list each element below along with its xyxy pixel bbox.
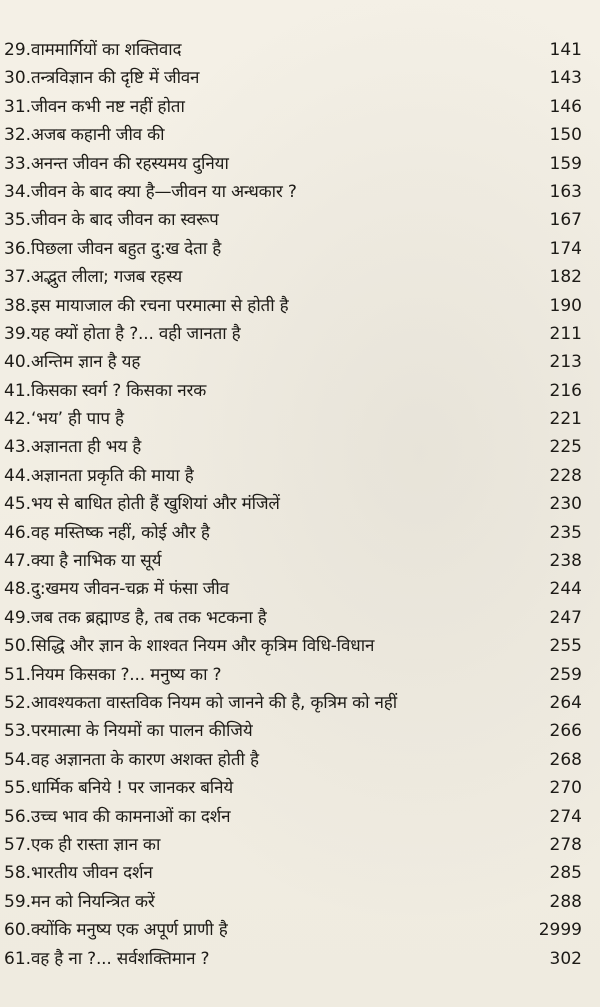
toc-entry-title: वह अज्ञानता के कारण अशक्त होती है <box>31 749 259 770</box>
toc-entry-page-number: 150 <box>549 125 582 146</box>
toc-entry <box>0 575 600 603</box>
toc-entry-title: जब तक ब्रह्माण्ड है, तब तक भटकना है <box>31 607 267 628</box>
toc-entry-page-number: 302 <box>549 948 582 969</box>
toc-entry-title: अजब कहानी जीव की <box>31 125 165 146</box>
toc-entry-page-number: 182 <box>549 267 582 288</box>
toc-entry-number: 50. <box>4 636 32 657</box>
toc-entry-page-number: 213 <box>549 352 582 373</box>
toc-entry-number: 55. <box>4 778 32 799</box>
toc-entry-number: 46. <box>4 522 32 543</box>
toc-entry-number: 47. <box>4 551 32 572</box>
toc-entry-page-number: 225 <box>549 437 582 458</box>
toc-entry-page-number: 174 <box>549 238 582 259</box>
toc-entry-number: 32. <box>4 125 32 146</box>
toc-entry-number: 49. <box>4 607 32 628</box>
toc-entry-title: वाममार्गियों का शक्तिवाद <box>31 40 182 60</box>
toc-entry <box>0 945 600 973</box>
toc-entry-title: वह मस्तिष्क नहीं, कोई और है <box>31 522 210 543</box>
toc-entry <box>0 292 600 320</box>
toc-entry-title: इस मायाजाल की रचना परमात्मा से होती है <box>31 295 289 316</box>
toc-entry-page-number: 159 <box>549 153 582 174</box>
toc-entry-number: 33. <box>4 153 32 174</box>
toc-entry <box>0 689 600 717</box>
toc-entry-number: 44. <box>4 465 32 486</box>
toc-entry-page-number: 228 <box>549 465 582 486</box>
toc-entry-page-number: 2999 <box>538 920 582 941</box>
toc-entry-title: अद्भुत लीला; गजब रहस्य <box>31 267 183 288</box>
toc-entry-number: 54. <box>4 749 32 770</box>
toc-entry-page-number: 216 <box>549 380 582 401</box>
toc-entry-title: किसका स्वर्ग ? किसका नरक <box>31 380 207 401</box>
toc-entry-page-number: 163 <box>549 181 582 202</box>
toc-entry-page-number: 247 <box>549 607 582 628</box>
toc-entry-title: भय से बाधित होती हैं खुशियां और मंजिलें <box>31 494 280 515</box>
toc-entry-title: वह है ना ?... सर्वशक्तिमान ? <box>31 948 210 969</box>
toc-entry <box>0 320 600 348</box>
toc-entry-page-number: 266 <box>549 721 582 742</box>
toc-entry-number: 37. <box>4 267 32 288</box>
toc-entry <box>0 831 600 859</box>
toc-entry <box>0 661 600 689</box>
toc-entry-number: 48. <box>4 579 32 600</box>
toc-entry-page-number: 235 <box>549 522 582 543</box>
toc-entry <box>0 348 600 376</box>
toc-entry-title: अज्ञानता ही भय है <box>31 437 142 458</box>
toc-entry <box>0 746 600 774</box>
toc-entry-page-number: 141 <box>549 40 582 60</box>
toc-entry-title: सिद्धि और ज्ञान के शाश्वत नियम और कृत्रिम विधि-विधान <box>31 636 375 657</box>
toc-entry-page-number: 270 <box>549 778 582 799</box>
toc-entry <box>0 405 600 433</box>
toc-entry-number: 45. <box>4 494 32 515</box>
toc-entry-number: 34. <box>4 181 32 202</box>
toc-entry-number: 61. <box>4 948 32 969</box>
toc-entry-title: नियम किसका ?... मनुष्य का ? <box>31 664 222 685</box>
toc-entry-title: परमात्मा के नियमों का पालन कीजिये <box>31 721 253 742</box>
toc-entry-title: उच्च भाव की कामनाओं का दर्शन <box>31 806 231 827</box>
toc-entry-title: क्या है नाभिक या सूर्य <box>31 551 162 572</box>
toc-entry-page-number: 278 <box>549 834 582 855</box>
toc-entry <box>0 178 600 206</box>
toc-entry-title: धार्मिक बनिये ! पर जानकर बनिये <box>31 778 233 799</box>
toc-entry-page-number: 255 <box>549 636 582 657</box>
toc-entry-number: 43. <box>4 437 32 458</box>
toc-entry-title: दु:खमय जीवन-चक्र में फंसा जीव <box>31 579 229 600</box>
toc-entry-number: 58. <box>4 863 32 884</box>
toc-entry <box>0 547 600 575</box>
toc-entry-number: 39. <box>4 323 32 344</box>
toc-entry <box>0 774 600 802</box>
toc-entry-number: 42. <box>4 409 32 430</box>
toc-entry <box>0 490 600 518</box>
toc-entry-number: 57. <box>4 834 32 855</box>
toc-entry <box>0 121 600 149</box>
toc-entry-page-number: 274 <box>549 806 582 827</box>
toc-entry-page-number: 244 <box>549 579 582 600</box>
toc-entry-title: क्योंकि मनुष्य एक अपूर्ण प्राणी है <box>31 920 228 941</box>
toc-entry-title: भारतीय जीवन दर्शन <box>31 863 153 884</box>
toc-entry-page-number: 143 <box>549 68 582 89</box>
toc-entry-number: 31. <box>4 96 32 117</box>
toc-entry <box>0 916 600 944</box>
toc-entry-number: 60. <box>4 920 32 941</box>
toc-entry <box>0 150 600 178</box>
toc-entry-title: आवश्यकता वास्तविक नियम को जानने की है, कृत्रिम को नहीं <box>31 692 397 713</box>
toc-entry-page-number: 211 <box>549 323 582 344</box>
toc-entry <box>0 462 600 490</box>
toc-entry-title: अन्तिम ज्ञान है यह <box>31 352 141 373</box>
toc-entry <box>0 888 600 916</box>
toc-entry <box>0 604 600 632</box>
toc-entry-page-number: 285 <box>549 863 582 884</box>
toc-entry <box>0 859 600 887</box>
toc-entry-title: पिछला जीवन बहुत दु:ख देता है <box>31 238 222 259</box>
toc-entry-page-number: 264 <box>549 692 582 713</box>
toc-entry-number: 36. <box>4 238 32 259</box>
table-of-contents <box>0 36 600 973</box>
toc-entry-number: 29. <box>4 40 32 60</box>
toc-entry-number: 30. <box>4 68 32 89</box>
toc-entry-page-number: 230 <box>549 494 582 515</box>
toc-entry-number: 53. <box>4 721 32 742</box>
toc-entry-number: 52. <box>4 692 32 713</box>
toc-entry-page-number: 268 <box>549 749 582 770</box>
toc-entry-page-number: 146 <box>549 96 582 117</box>
toc-entry-title: जीवन के बाद जीवन का स्वरूप <box>31 210 219 231</box>
toc-entry-page-number: 190 <box>549 295 582 316</box>
toc-entry <box>0 519 600 547</box>
toc-entry-number: 41. <box>4 380 32 401</box>
toc-entry-page-number: 238 <box>549 551 582 572</box>
toc-entry <box>0 632 600 660</box>
toc-entry-page-number: 167 <box>549 210 582 231</box>
toc-entry <box>0 433 600 461</box>
toc-entry-title: तन्त्रविज्ञान की दृष्टि में जीवन <box>31 68 200 89</box>
toc-entry-title: एक ही रास्ता ज्ञान का <box>31 834 161 855</box>
toc-entry <box>0 235 600 263</box>
toc-entry-page-number: 288 <box>549 891 582 912</box>
toc-entry-title: ‘भय’ ही पाप है <box>31 409 124 430</box>
toc-entry <box>0 93 600 121</box>
toc-entry <box>0 36 600 64</box>
toc-entry <box>0 717 600 745</box>
toc-entry-title: अनन्त जीवन की रहस्यमय दुनिया <box>31 153 229 174</box>
toc-entry-page-number: 259 <box>549 664 582 685</box>
toc-entry <box>0 377 600 405</box>
toc-entry-title: मन को नियन्त्रित करें <box>31 891 155 912</box>
toc-entry <box>0 64 600 92</box>
toc-entry-number: 51. <box>4 664 32 685</box>
toc-entry-number: 59. <box>4 891 32 912</box>
toc-entry-page-number: 221 <box>549 409 582 430</box>
toc-entry <box>0 803 600 831</box>
toc-entry-title: यह क्यों होता है ?... वही जानता है <box>31 323 241 344</box>
toc-entry-number: 56. <box>4 806 32 827</box>
toc-entry-title: जीवन कभी नष्ट नहीं होता <box>31 96 185 117</box>
toc-entry <box>0 263 600 291</box>
toc-entry <box>0 206 600 234</box>
toc-entry-number: 35. <box>4 210 32 231</box>
toc-entry-number: 38. <box>4 295 32 316</box>
toc-entry-title: जीवन के बाद क्या है—जीवन या अन्धकार ? <box>31 181 297 202</box>
toc-entry-title: अज्ञानता प्रकृति की माया है <box>31 465 194 486</box>
toc-entry-number: 40. <box>4 352 32 373</box>
